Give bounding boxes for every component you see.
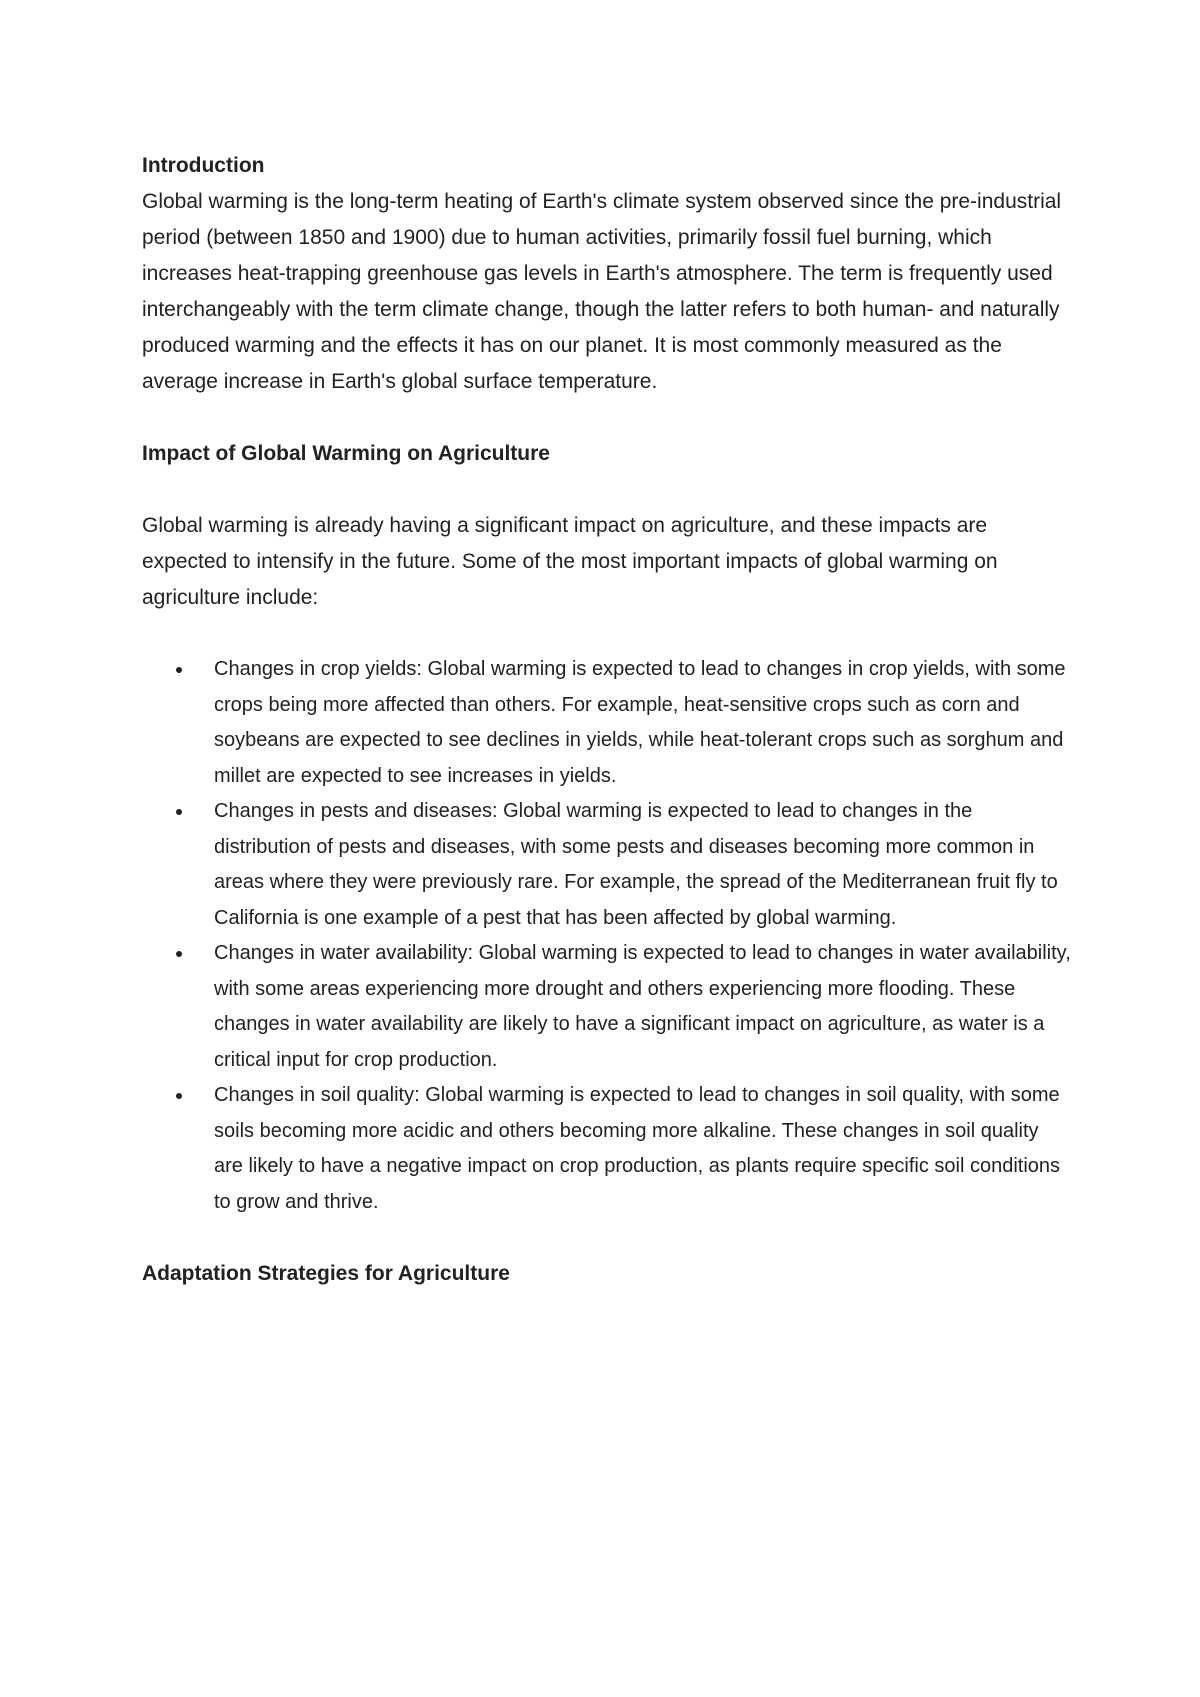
adaptation-heading: Adaptation Strategies for Agriculture: [142, 1262, 510, 1285]
spacer: [142, 616, 1072, 652]
list-item: [142, 652, 1072, 794]
spacer: [142, 1220, 1072, 1256]
impact-paragraph: Global warming is already having a significant impact on agriculture, and these impacts are expected to intensify in the future. Some of the most important impacts of global warming on agriculture include:: [142, 514, 998, 609]
bullet-text: Changes in soil quality: Global warming is expected to lead to changes in soil quality, with some soils becoming more acidic and others becoming more alkaline. These changes in soil quality are likely to have a negative impact on crop production, as plants require specific soil conditions to grow and thrive.: [214, 1084, 1061, 1213]
impact-bullet-list: [142, 652, 1072, 1220]
impact-heading: Impact of Global Warming on Agriculture: [142, 442, 550, 465]
bullet-icon: [176, 667, 182, 673]
bullet-text: Changes in water availability: Global warming is expected to lead to changes in water availability, with some areas experiencing more drought and others experiencing more flooding. These changes in water availability are likely to have a significant impact on agriculture, as water is a critical input for crop production.: [214, 942, 1071, 1071]
spacer: [142, 472, 1072, 508]
document-page: [142, 148, 1072, 1292]
intro-paragraph: Global warming is the long-term heating of Earth's climate system observed since the pre-industrial period (between 1850 and 1900) due to human activities, primarily fossil fuel burning, which increases heat-trapping greenhouse gas levels in Earth's atmosphere. The term is frequently used interchangeably with the term climate change, though the latter refers to both human- and naturally produced warming and the effects it has on our planet. It is most commonly measured as the average increase in Earth's global surface temperature.: [142, 190, 1062, 393]
list-item: [142, 1078, 1072, 1220]
spacer: [142, 400, 1072, 436]
bullet-icon: [176, 951, 182, 957]
list-item: [142, 936, 1072, 1078]
bullet-text: Changes in pests and diseases: Global warming is expected to lead to changes in the distribution of pests and diseases, with some pests and diseases becoming more common in areas where they were previously rare. For example, the spread of the Mediterranean fruit fly to California is one example of a pest that has been affected by global warming.: [214, 800, 1058, 929]
bullet-icon: [176, 809, 182, 815]
bullet-icon: [176, 1093, 182, 1099]
bullet-text: Changes in crop yields: Global warming is expected to lead to changes in crop yields, with some crops being more affected than others. For example, heat-sensitive crops such as corn and soybeans are expected to see declines in yields, while heat-tolerant crops such as sorghum and millet are expected to see increases in yields.: [214, 658, 1066, 787]
intro-heading: Introduction: [142, 154, 265, 177]
list-item: [142, 794, 1072, 936]
